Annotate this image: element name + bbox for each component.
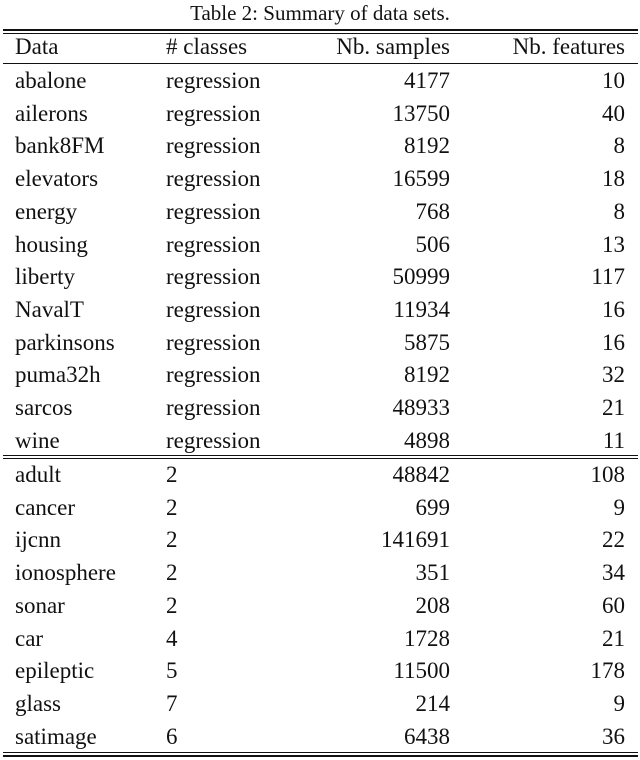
cell-classes: 4	[166, 625, 178, 651]
cell-classes: regression	[166, 166, 261, 192]
table-row	[0, 590, 640, 622]
cell-samples: 141691	[381, 527, 450, 553]
cell-classes: regression	[166, 296, 261, 322]
cell-samples: 48842	[392, 462, 450, 487]
table-row	[0, 229, 640, 261]
cell-samples: 208	[415, 592, 450, 618]
cell-data: sonar	[15, 592, 65, 618]
cell-data: NavalT	[15, 296, 84, 322]
cell-data: bank8FM	[15, 133, 105, 159]
cell-data: wine	[15, 427, 60, 453]
cell-classes: 2	[166, 494, 178, 520]
cell-samples: 11500	[393, 658, 450, 684]
cell-classes: 2	[166, 592, 178, 618]
table-row	[0, 688, 640, 720]
cell-data: cancer	[15, 494, 75, 520]
cell-features: 8	[613, 133, 625, 159]
cell-data: housing	[15, 231, 88, 257]
header-features: Nb. features	[512, 34, 625, 59]
cell-features: 10	[602, 68, 625, 93]
cell-samples: 11934	[393, 296, 450, 322]
cell-classes: 5	[166, 658, 178, 684]
cell-samples: 1728	[404, 625, 450, 651]
cell-features: 117	[591, 264, 625, 290]
cell-data: epileptic	[15, 658, 95, 684]
cell-features: 32	[602, 362, 625, 388]
cell-samples: 4177	[404, 68, 450, 93]
section-rule-inner	[3, 458, 638, 459]
table-row	[0, 261, 640, 293]
cell-features: 16	[602, 296, 625, 322]
cell-classes: 2	[166, 527, 178, 553]
cell-features: 21	[602, 395, 625, 420]
bottom-rule-inner	[3, 755, 638, 757]
header-row	[0, 31, 640, 63]
cell-data: sarcos	[15, 395, 73, 420]
cell-features: 40	[602, 100, 625, 126]
table-row	[0, 425, 640, 457]
cell-classes: regression	[166, 329, 261, 355]
cell-features: 16	[602, 329, 625, 355]
section-rule	[3, 455, 638, 456]
cell-classes: regression	[166, 264, 261, 290]
table-row	[0, 557, 640, 589]
table-row	[0, 65, 640, 97]
cell-samples: 4898	[404, 427, 450, 453]
cell-features: 8	[613, 198, 625, 224]
header-classes: # classes	[166, 34, 248, 59]
cell-data: satimage	[15, 723, 97, 749]
cell-data: glass	[15, 690, 61, 716]
cell-features: 18	[602, 166, 625, 192]
cell-data: ijcnn	[15, 527, 61, 553]
cell-features: 9	[613, 494, 625, 520]
cell-samples: 699	[415, 494, 450, 520]
cell-classes: 2	[166, 560, 178, 586]
cell-features: 13	[602, 231, 625, 257]
cell-classes: regression	[166, 68, 261, 93]
cell-samples: 13750	[392, 100, 450, 126]
cell-samples: 16599	[392, 166, 450, 192]
cell-features: 34	[602, 560, 625, 586]
table-row	[0, 392, 640, 424]
table-caption: Table 2: Summary of data sets.	[190, 1, 450, 25]
cell-samples: 8192	[404, 362, 450, 388]
cell-samples: 214	[415, 690, 450, 716]
cell-classes: regression	[166, 427, 261, 453]
cell-classes: regression	[166, 100, 261, 126]
cell-samples: 48933	[392, 395, 450, 420]
table-row	[0, 130, 640, 162]
cell-samples: 8192	[404, 133, 450, 159]
cell-data: adult	[15, 462, 61, 487]
cell-samples: 6438	[404, 723, 450, 749]
table-row	[0, 721, 640, 753]
cell-features: 11	[602, 427, 625, 453]
cell-classes: 2	[166, 462, 178, 487]
cell-data: ailerons	[15, 100, 88, 126]
cell-data: puma32h	[15, 362, 101, 388]
table-row	[0, 524, 640, 556]
table-row	[0, 459, 640, 491]
table-row	[0, 492, 640, 524]
cell-data: ionosphere	[15, 560, 116, 586]
table-row	[0, 359, 640, 391]
cell-classes: regression	[166, 133, 261, 159]
cell-data: energy	[15, 198, 78, 224]
cell-samples: 5875	[404, 329, 450, 355]
cell-samples: 768	[415, 198, 450, 224]
table-row	[0, 98, 640, 130]
cell-classes: 7	[166, 690, 178, 716]
cell-samples: 50999	[392, 264, 450, 290]
cell-features: 108	[590, 462, 625, 487]
cell-data: abalone	[15, 68, 87, 93]
cell-samples: 506	[415, 231, 450, 257]
cell-features: 22	[602, 527, 625, 553]
cell-data: elevators	[15, 166, 99, 192]
cell-classes: regression	[166, 395, 261, 420]
cell-data: car	[15, 625, 44, 651]
table-row	[0, 163, 640, 195]
cell-features: 36	[602, 723, 625, 749]
cell-data: parkinsons	[15, 329, 115, 355]
header-data: Data	[15, 34, 59, 59]
cell-classes: 6	[166, 723, 178, 749]
table-row	[0, 655, 640, 687]
table-row	[0, 294, 640, 326]
table-row	[0, 196, 640, 228]
cell-classes: regression	[166, 362, 261, 388]
cell-data: liberty	[15, 264, 76, 290]
cell-features: 60	[602, 592, 625, 618]
cell-classes: regression	[166, 231, 261, 257]
cell-classes: regression	[166, 198, 261, 224]
cell-samples: 351	[415, 560, 450, 586]
cell-features: 9	[613, 690, 625, 716]
table-row	[0, 623, 640, 655]
bottom-rule	[3, 752, 638, 753]
header-samples: Nb. samples	[336, 34, 450, 59]
table-row	[0, 327, 640, 359]
header-rule	[3, 63, 638, 64]
cell-features: 21	[602, 625, 625, 651]
cell-features: 178	[590, 658, 625, 684]
